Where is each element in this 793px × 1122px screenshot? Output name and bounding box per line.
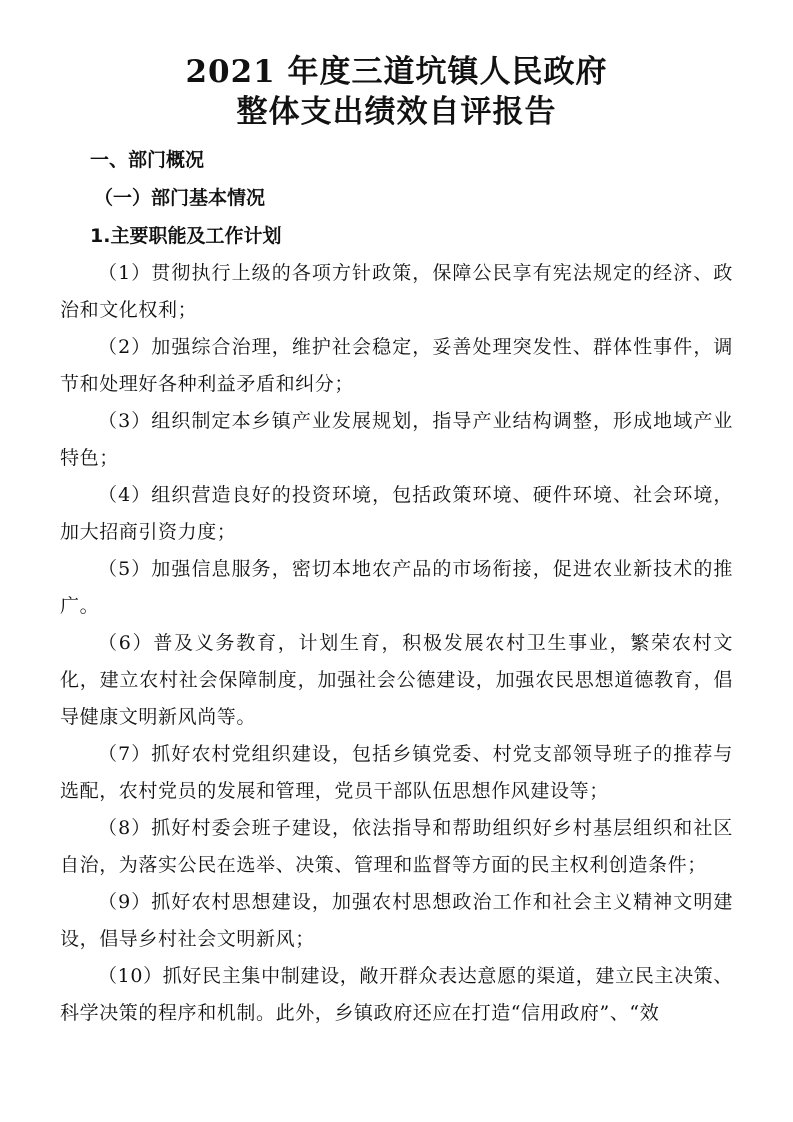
paragraph-item-2: （2）加强综合治理，维护社会稳定，妥善处理突发性、群体性事件，调节和处理好各种利益矛盾和纠分； (60, 336, 733, 395)
section-heading-department-overview: 一、部门概况 (90, 149, 205, 171)
paragraph-item-7: （7）抓好农村党组织建设，包括乡镇党委、村党支部领导班子的推荐与选配，农村党员的发展和管理，党员干部队伍思想作风建设等； (60, 743, 733, 802)
paragraph-item-1: （1）贯彻执行上级的各项方针政策，保障公民享有宪法规定的经济、政治和文化权利； (60, 262, 733, 321)
paragraph-item-9: （9）抓好农村思想建设，加强农村思想政治工作和社会主义精神文明建设，倡导乡村社会文明新风； (60, 891, 733, 950)
subsubsection-heading-functions-plans: 1.主要职能及工作计划 (90, 225, 282, 247)
paragraph-item-6: （6）普及义务教育，计划生育，积极发展农村卫生事业，繁荣农村文化，建立农村社会保障制度，加强社会公德建设，加强农民思想道德教育，倡导健康文明新风尚等。 (60, 632, 733, 728)
paragraph-item-10: （10）抓好民主集中制建设，敞开群众表达意愿的渠道，建立民主决策、科学决策的程序和机制。此外，乡镇政府还应在打造“信用政府”、“效 (60, 965, 733, 1024)
document-title-line-1: 2021 年度三道坑镇人民政府 (185, 54, 608, 90)
paragraph-item-8: （8）抓好村委会班子建设，依法指导和帮助组织好乡村基层组织和社区自治，为落实公民在选举、决策、管理和监督等方面的民主权利创造条件； (60, 817, 733, 876)
paragraph-item-4: （4）组织营造良好的投资环境，包括政策环境、硬件环境、社会环境，加大招商引资力度； (60, 484, 733, 543)
document-title-line-2: 整体支出绩效自评报告 (236, 94, 557, 130)
subsection-heading-basic-info: （一）部门基本情况 (94, 187, 266, 209)
paragraph-item-3: （3）组织制定本乡镇产业发展规划，指导产业结构调整，形成地域产业特色； (60, 410, 733, 469)
paragraph-item-5: （5）加强信息服务，密切本地农产品的市场衔接，促进农业新技术的推广。 (60, 558, 733, 617)
